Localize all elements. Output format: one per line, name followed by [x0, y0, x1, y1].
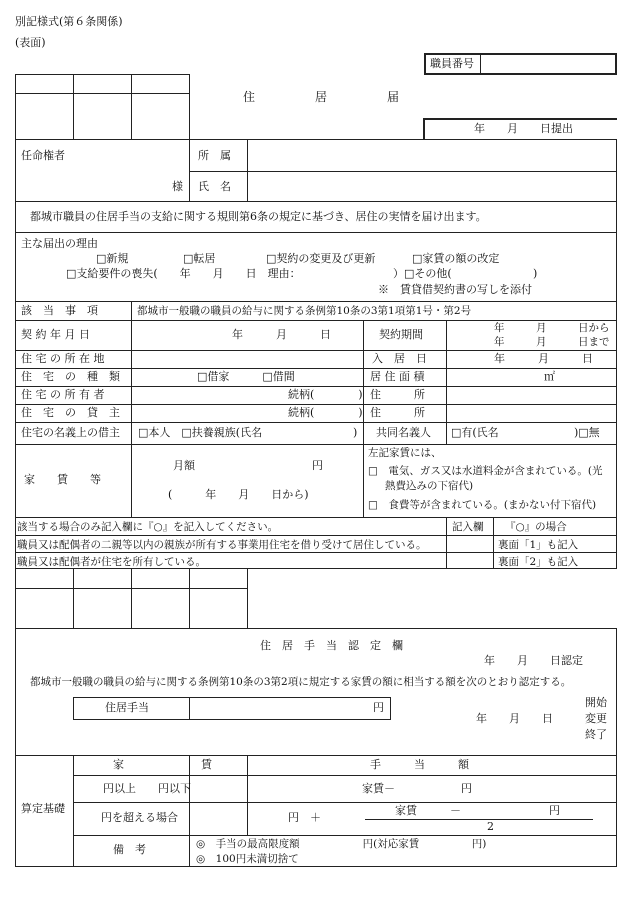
name-field[interactable] — [250, 175, 610, 199]
attachment-note: ※ 賃貸借契約書の写しを添付 — [378, 283, 532, 296]
form-title: 住 居 届 — [243, 90, 400, 104]
nominal-options[interactable]: □本人 □扶養親族(氏名 — [138, 426, 263, 439]
type-label: 住 宅 の 種 類 — [21, 370, 120, 383]
appointer-label: 任命権者 — [21, 149, 65, 162]
status-end[interactable]: 終了 — [585, 728, 607, 741]
basis-row2-range: 円を超える場合 — [101, 811, 178, 824]
basis-row2-denominator: 2 — [487, 820, 494, 833]
monthly-label: 月額 — [173, 459, 195, 472]
remark-rounding: ◎ 100円未満切捨て — [196, 853, 299, 865]
check-instruction: 該当する場合のみ記入欄に『○』を記入してください。 — [17, 521, 279, 533]
owner-address-label: 住 所 — [370, 388, 425, 401]
reason-loss[interactable]: □支給要件の喪失( 年 月 日 理由： — [66, 267, 301, 280]
remark-max-amount: ◎ 手当の最高限度額 円(対応家賃 円) — [196, 838, 487, 850]
period-to[interactable]: 年 月 日まで — [494, 336, 610, 348]
intro-statement: 都城市職員の住居手当の支給に関する規則第6条の規定に基づき、居住の実情を届け出ます。 — [30, 210, 487, 223]
contract-date-label: 契 約 年 月 日 — [21, 328, 90, 341]
certification-date: 年 月 日認定 — [484, 654, 583, 667]
nominal-close: ) — [353, 426, 358, 439]
basis-rent-header: 家 賃 — [113, 758, 212, 771]
dept-field[interactable] — [250, 143, 610, 167]
reason-rent-revision[interactable]: □家賃の額の改定 — [412, 252, 500, 265]
reason-other-close: ) — [533, 267, 538, 280]
status-change[interactable]: 変更 — [585, 712, 607, 725]
type-options[interactable]: □借家 □借間 — [197, 370, 295, 383]
submit-date: 年 月 日提出 — [474, 122, 573, 135]
basis-row2-numerator: 家賃 － 円 — [395, 804, 560, 817]
form-id: 別記様式(第６条関係) — [15, 15, 123, 28]
co-options[interactable]: □有(氏名 — [451, 426, 499, 439]
lender-address-label: 住 所 — [370, 406, 425, 419]
monthly-unit: 円 — [312, 459, 323, 472]
employee-no-label: 職員番号 — [430, 57, 474, 70]
basis-label: 算定基礎 — [21, 802, 65, 815]
move-in-label: 入 居 日 — [372, 352, 427, 365]
rent-note-head: 左記家賃には、 — [368, 447, 442, 459]
case-label: 『○』の場合 — [505, 521, 567, 533]
fraction-bar — [365, 819, 593, 820]
check-item-2: 職員又は配偶者が住宅を所有している。 — [17, 556, 206, 568]
reasons-heading: 主な届出の理由 — [21, 237, 98, 250]
remarks-label: 備 考 — [113, 843, 146, 856]
rent-note-meals[interactable]: □ 食費等が含まれている。(まかない付下宿代) — [368, 499, 597, 511]
reason-contract-change[interactable]: □契約の変更及び更新 — [266, 252, 376, 265]
area-label: 居 住 面 積 — [370, 370, 425, 383]
form-side: (表面) — [15, 36, 46, 49]
reason-other[interactable]: ）□その他( — [393, 267, 452, 280]
owner-label: 住 宅 の 所 有 者 — [21, 388, 105, 401]
basis-amount-header: 手 当 額 — [370, 758, 469, 771]
basis-row2-base: 円 ＋ — [288, 811, 321, 824]
applicable-value: 都城市一般職の職員の給与に関する条例第10条の3第1項第1号・第2号 — [137, 305, 472, 317]
employee-no-field[interactable] — [482, 55, 614, 73]
reason-new[interactable]: □新規 — [96, 252, 129, 265]
rent-note-utilities-cont: 熱費込みの下宿代) — [385, 480, 474, 492]
check-entry-2[interactable] — [448, 554, 491, 568]
location-label: 住 宅 の 所 在 地 — [21, 352, 105, 365]
owner-relation[interactable]: 続柄( ) — [288, 388, 363, 401]
lender-label: 住 宅 の 貸 主 — [21, 406, 120, 419]
allowance-label: 住居手当 — [105, 701, 149, 714]
rent-start-date[interactable]: ( 年 月 日から) — [168, 488, 309, 501]
contract-period-label: 契約期間 — [379, 328, 423, 341]
certification-text: 都城市一般職の職員の給与に関する条例第10条の3第2項に規定する家賃の額に相当する額を次のとおり認定する。 — [30, 676, 572, 688]
stamp-grid-top — [189, 74, 190, 139]
status-start[interactable]: 開始 — [585, 696, 607, 709]
co-label: 共同名義人 — [376, 426, 431, 439]
stamp-grid-middle — [247, 569, 248, 628]
rent-note-utilities[interactable]: □ 電気、ガス又は水道料金が含まれている。(光 — [368, 465, 603, 477]
rent-label: 家 賃 等 — [24, 473, 101, 486]
basis-row1-range: 円以上 円以下 — [103, 782, 191, 795]
move-in-value[interactable]: 年 月 日 — [494, 352, 593, 365]
check-entry-1[interactable] — [448, 537, 491, 551]
entry-label: 記入欄 — [452, 521, 484, 533]
nominal-label: 住宅の名義上の借主 — [21, 426, 120, 439]
name-label: 氏 名 — [198, 180, 231, 193]
certification-title: 住 居 手 当 認 定 欄 — [260, 639, 403, 652]
allowance-amount-field[interactable] — [192, 699, 362, 718]
effective-date: 年 月 日 — [476, 712, 553, 725]
reason-move[interactable]: □転居 — [183, 252, 216, 265]
allowance-unit: 円 — [373, 701, 384, 714]
basis-row1-formula: 家賃－ 円 — [362, 782, 472, 795]
area-unit: ㎡ — [544, 370, 555, 383]
applicable-label: 該 当 事 項 — [21, 304, 98, 317]
dept-label: 所 属 — [198, 149, 231, 162]
appointer-honorific: 様 — [172, 180, 183, 193]
check-action-2: 裏面「2」も記入 — [498, 556, 579, 568]
check-item-1: 職員又は配偶者の二親等以内の親族が所有する事業用住宅を借り受けて居住している。 — [17, 539, 427, 551]
lender-relation[interactable]: 続柄( ) — [288, 406, 363, 419]
contract-date-value[interactable]: 年 月 日 — [232, 328, 331, 341]
period-from[interactable]: 年 月 日から — [494, 322, 610, 334]
co-none[interactable]: )□無 — [574, 426, 600, 439]
check-action-1: 裏面「1」も記入 — [498, 539, 579, 551]
